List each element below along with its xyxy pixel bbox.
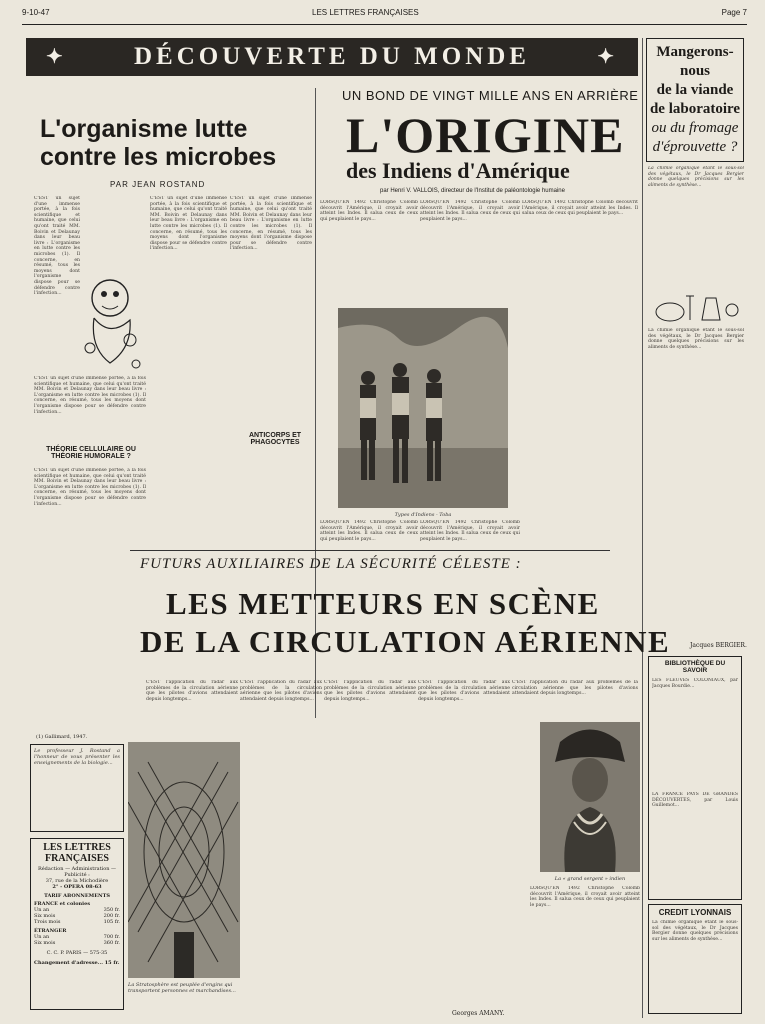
price-value: 105 fr. [103,919,120,925]
etranger-label: ÉTRANGER [34,928,67,934]
article3-column: C'EST l'application du radar aux problèmes de la circulation aérienne que les pilotes d'avions attendaient depuis longtemps... [512,680,638,697]
article1-subhead: ANTICORPS ET PHAGOCYTES [248,432,302,446]
journal-name: LES LETTRES FRANÇAISES [312,8,419,17]
article4-title-line: de laboratoire [649,101,741,117]
banner-title: DÉCOUVERTE DU MONDE [134,43,530,70]
star-icon: ✦ [46,46,67,68]
article4-title-box [646,38,744,162]
article1-column: C'EST un sujet d'une immense portée, à la fois scientifique et humaine, que celui qu'ont traité MM. Boivin et Delaunay dans leur beau livre : L'organisme en lutte contre les microbes (1). Il concerne, en résumé, tous les moyens dont l'organisme dispose pour se défendre contre l'infection... [150,196,227,252]
article2-subtitle: des Indiens d'Amérique [346,158,570,183]
article4-title-line: de la viande [656,82,734,98]
article2-column: LORSQU'EN 1492 Christophe Colomb découvrit l'Amérique, il croyait avoir atteint les Indes. Il salua ceux de ceux qui peuplaient le pays... [420,520,520,542]
article2-title: L'ORIGINE [346,107,625,163]
page-number: Page 7 [721,8,747,17]
article3-title-line1: LES METTEURS EN SCÈNE [166,586,600,621]
article2-byline: par Henri V. VALLOIS, directeur de l'Institut de paléontologie humaine [380,188,565,194]
header-rule [22,24,747,25]
article3-column: C'EST l'application du radar aux problèmes de la circulation aérienne que les pilotes d'avions attendaient depuis longtemps... [324,680,416,702]
bibliotheque-title: BIBLIOTHÈQUE DU SAVOIR [664,660,726,674]
bibliotheque-item: LA FRANCE PAYS DE GRANDES DÉCOUVERTES, par Louis Guillemot... [652,792,738,809]
article1-column: C'EST un sujet d'une immense portée, à la fois scientifique et humaine, que celui qu'ont traité MM. Boivin et Delaunay dans leur beau livre : L'organisme en lutte contre les microbes (1). Il concerne, en résumé, tous les moyens dont l'organisme dispose pour se défendre contre l'infection... [34,376,146,415]
article4-title-line: ou du fromage [651,120,739,136]
price-value: 360 fr. [103,940,120,946]
article3-kicker: FUTURS AUXILIAIRES DE LA SÉCURITÉ CÉLESTE : [140,556,522,572]
article1-column: C'EST un sujet d'une immense portée, à la fois scientifique et humaine, que celui qu'ont traité MM. Boivin et Delaunay dans leur beau livre : L'organisme en lutte contre les microbes (1). Il concerne, en résumé, tous les moyens dont l'organisme dispose pour se défendre contre l'infection... [34,468,146,507]
article4-title-line: d'éprouvette ? [652,139,738,155]
indians-photo-caption: Types d'Indiens - Toba [394,512,452,518]
laboratory-illustration [650,290,742,324]
column-rule [642,38,643,1018]
star-icon: ✦ [597,46,618,68]
article1-title-line2: contre les microbes [40,143,277,171]
radar-photo [128,742,240,978]
article2-column: LORSQU'EN 1492 Christophe Colomb découvrit l'Amérique, il croyait avoir atteint les Indes. Il salua ceux de ceux qui peuplaient le pays... [420,200,520,222]
article2-column: LORSQU'EN 1492 Christophe Colomb découvrit l'Amérique, il croyait avoir atteint les Indes. Il salua ceux de ceux qui peuplaient le pays... [522,200,638,217]
article3-column: C'EST l'application du radar aux problèmes de la circulation aérienne que les pilotes d'avions attendaient depuis longtemps... [240,680,322,702]
section-rule [130,550,610,551]
article4-intro: La chimie organique étant le sous-sol des végétaux, le Dr Jacques Bergier donne quelques précisions sur les aliments de synthèse... [648,166,744,188]
article3-column: C'EST l'application du radar aux problèmes de la circulation aérienne que les pilotes d'avions attendaient depuis longtemps... [146,680,238,702]
price-label: Six mois [34,913,56,919]
article1-title-line1: L'organisme lutte [40,115,248,143]
price-value: 350 fr. [103,907,120,913]
credit-text: La chimie organique étant le sous-sol des végétaux, le Dr Jacques Bergier donne quelques précisions sur les aliments de synthèse... [652,920,738,942]
article4-title-line: Mangerons-nous [656,44,734,79]
subscription-line: 37, rue de la Michodière [45,878,109,884]
price-value: 700 fr. [103,934,120,940]
indians-photo [338,308,508,508]
article1-column: C'EST un sujet d'une immense portée, à la fois scientifique et humaine, que celui qu'ont traité MM. Boivin et Delaunay dans leur beau livre : L'organisme en lutte contre les microbes (1). Il concerne, en résumé, tous les moyens dont l'organisme dispose pour se défendre contre l'infection... [34,196,80,297]
article4-column: La chimie organique étant le sous-sol des végétaux, le Dr Jacques Bergier donne quelques précisions sur les aliments de synthèse... [648,328,744,350]
notice-text: Le professeur J. Rostand a l'honneur de vous présenter les enseignements de la biologie... [34,748,120,766]
microbe-illustration [80,268,146,376]
change-address: Changement d'adresse... 15 fr. [34,960,120,966]
credit-title: CREDIT LYONNAIS [658,908,732,917]
article3-column: C'EST l'application du radar aux problèmes de la circulation aérienne que les pilotes d'avions attendaient depuis longtemps... [418,680,510,702]
france-label: FRANCE et colonies [34,901,91,907]
rostand-notice-box [30,744,124,832]
article1-subhead: THÉORIE CELLULAIRE OU THÉORIE HUMORALE ? [46,446,136,460]
price-label: Six mois [34,940,56,946]
issue-date: 9-10-47 [22,8,50,17]
article2-column: LORSQU'EN 1492 Christophe Colomb découvrit l'Amérique, il croyait avoir atteint les Indes. Il salua ceux de ceux qui peuplaient le pays... [320,520,418,542]
credit-lyonnais-box [648,904,742,1014]
subscription-title: LES LETTRES FRANÇAISES [43,842,111,864]
price-label: Un an [34,907,50,913]
ccp-line: C. C. P. PARIS — 575-35 [46,950,108,956]
article3-signature: Georges AMANY. [452,1010,505,1017]
article1-footnote: (1) Gallimard, 1947. [36,734,88,740]
article1-byline: PAR JEAN ROSTAND [110,180,206,189]
article2-column: LORSQU'EN 1492 Christophe Colomb découvrit l'Amérique, il croyait avoir atteint les Indes. Il salua ceux de ceux qui peuplaient le pays... [530,886,640,908]
price-label: Un an [34,934,50,940]
price-value: 200 fr. [103,913,120,919]
article2-kicker: UN BOND DE VINGT MILLE ANS EN ARRIÈRE [342,88,639,103]
bibliotheque-box [648,656,742,900]
indian-portrait-photo [540,722,640,872]
running-head [22,8,747,22]
section-banner [26,38,638,76]
bibliotheque-item: LES FLEUVES COLONIAUX, par Jacques Bourdie... [652,678,738,689]
price-label: Trois mois [34,919,61,925]
subscription-line: Rédaction — Administration — Publicité : [37,866,117,878]
subscription-line: 2° - OPERA 08-63 [52,884,102,890]
article3-title-line2: DE LA CIRCULATION AÉRIENNE [140,624,671,659]
indian-portrait-caption: La « grand sergent » indien [554,876,626,882]
article2-column: LORSQU'EN 1492 Christophe Colomb découvrit l'Amérique, il croyait avoir atteint les Indes. Il salua ceux de ceux qui peuplaient le pays... [320,200,418,222]
tarif-title: TARIF ABONNEMENTS [44,893,110,899]
radar-photo-caption: La Stratosphère est peuplée d'engins qui transportent personnes et marchandises... [128,982,236,994]
subscription-box [30,838,124,1010]
article1-column: C'EST un sujet d'une immense portée, à la fois scientifique et humaine, que celui qu'ont traité MM. Boivin et Delaunay dans leur beau livre : L'organisme en lutte contre les microbes (1). Il concerne, en résumé, tous les moyens dont l'organisme dispose pour se défendre contre l'infection... [230,196,312,252]
article4-signature: Jacques BERGIER. [690,642,747,649]
